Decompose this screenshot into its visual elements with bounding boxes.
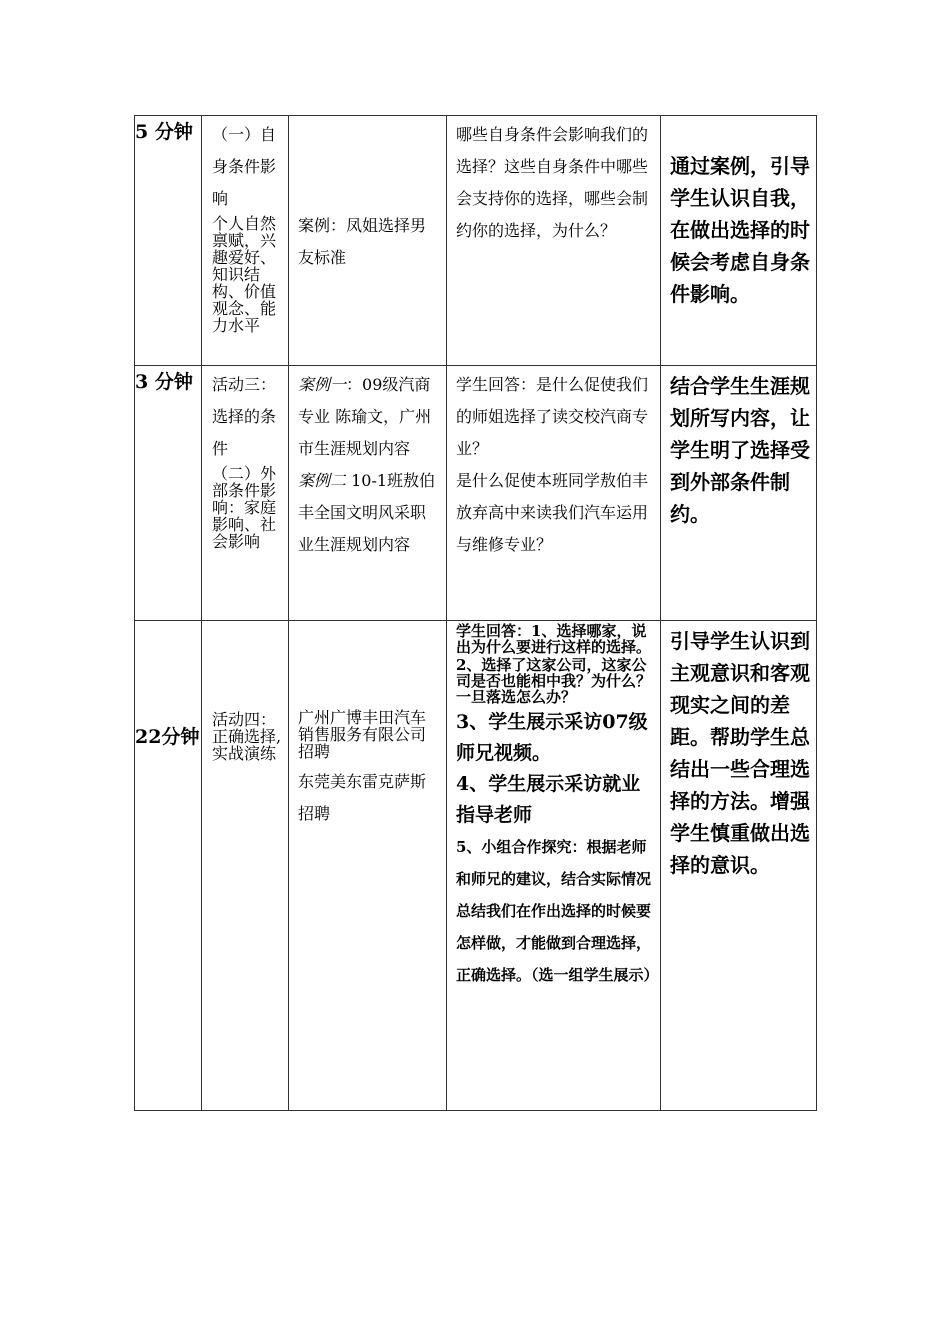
table-row [135, 621, 817, 1111]
case-cell: 广州广博丰田汽车销售服务有限公司招聘 东莞美东雷克萨斯招聘 [289, 621, 447, 1111]
lesson-plan-table [134, 115, 817, 1111]
question-cell: 哪些自身条件会影响我们的选择？这些自身条件中哪些会支持你的选择，哪些会制约你的选择，为什么？ [447, 116, 661, 366]
case-two: 案例二 10-1班敖伯丰全国文明风采职业生涯规划内容 [298, 471, 436, 554]
table-row [135, 116, 817, 366]
time-cell: 22分钟 [135, 621, 202, 1111]
intent-cell: 引导学生认识到主观意识和客观现实之间的差距。帮助学生总结出一些合理选择的方法。增强学生慎重做出选择的意识。 [661, 621, 817, 1111]
table-row [135, 366, 817, 621]
case-cell: 案例：凤姐选择男友标准 [289, 116, 447, 366]
intent-cell: 结合学生生涯规划所写内容，让学生明了选择受到外部条件制约。 [661, 366, 817, 621]
time-cell: 3 分钟 [135, 366, 202, 621]
case-one: 案例一：09级汽商专业 陈瑜文，广州市生涯规划内容 [298, 375, 432, 458]
intent-cell: 通过案例，引导学生认识自我，在做出选择的时候会考虑自身条件影响。 [661, 116, 817, 366]
activity-cell: 活动四：正确选择,实战演练 [202, 621, 289, 1111]
time-cell: 5 分钟 [135, 116, 202, 366]
activity-cell: （一）自身条件影响 个人自然禀赋，兴趣爱好、知识结构、价值观念、能力水平 [202, 116, 289, 366]
case-cell [289, 366, 447, 621]
question-cell: 学生回答：1、选择哪家，说出为什么要进行这样的选择。 2、选择了这家公司，这家公司是否也能相中我？为什么？一旦落选怎么办？ 3、学生展示采访07级师兄视频。 4、学生展示采访就业指导老师 5、小组合作探究：根据老师和师兄的建议，结合实际情况总结我们在作出选择的时候要怎样做，才能做到合理选择，正确选择。（选一组学生展示） [447, 621, 661, 1111]
question-cell: 学生回答：是什么促使我们的师姐选择了读交校汽商专业？ 是什么促使本班同学敖伯丰放弃高中来读我们汽车运用与维修专业？ [447, 366, 661, 621]
activity-cell: 活动三：选择的条件 （二）外部条件影响：家庭影响、社会影响 [202, 366, 289, 621]
